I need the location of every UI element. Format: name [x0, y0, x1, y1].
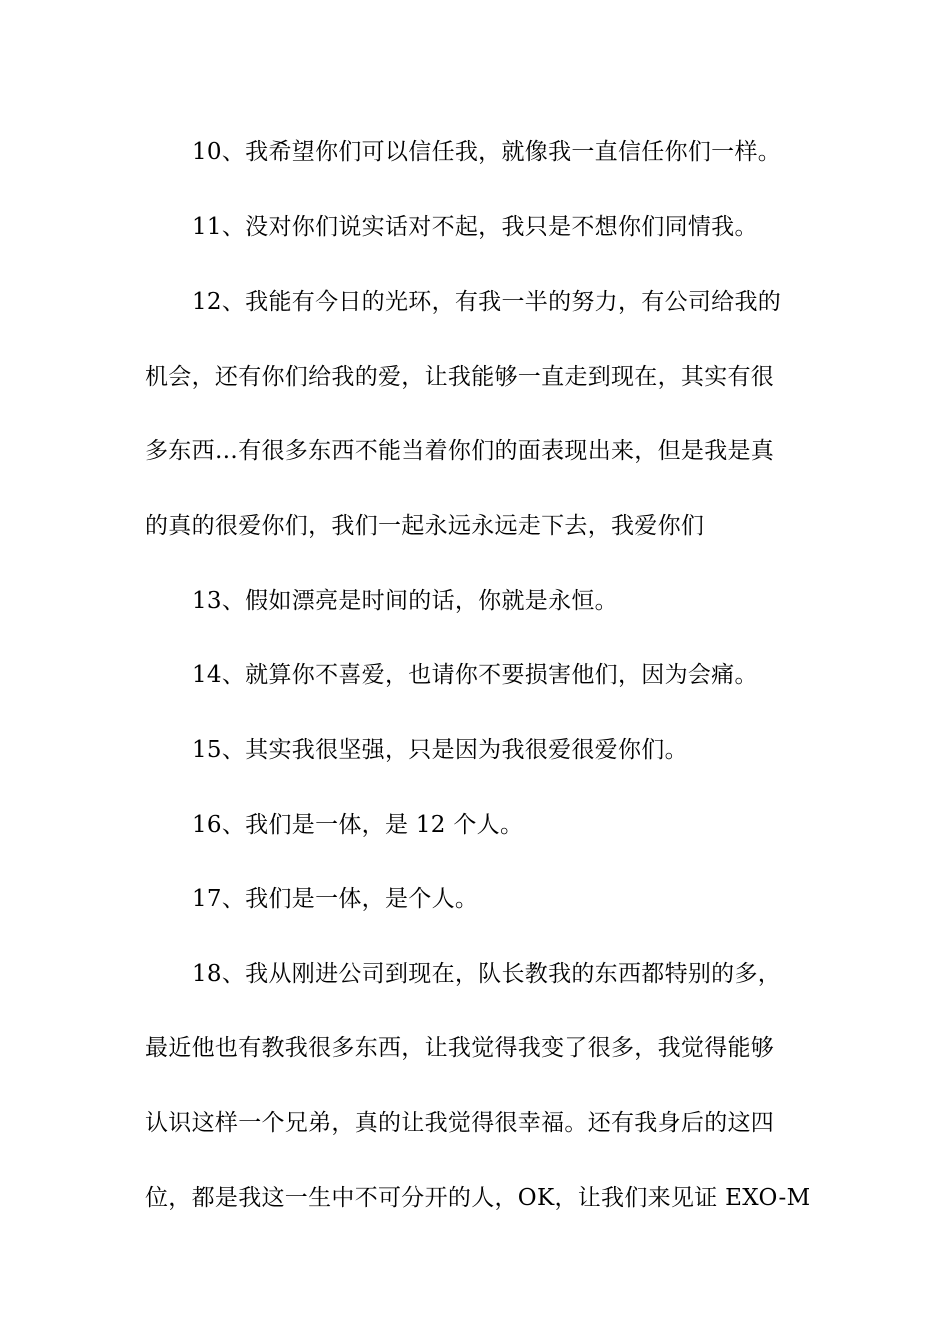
paragraph-10: 10、我希望你们可以信任我，就像我一直信任你们一样。 [192, 139, 782, 165]
paragraph-17: 17、我们是一体，是个人。 [192, 886, 479, 912]
paragraph-15: 15、其实我很坚强，只是因为我很爱很爱你们。 [192, 737, 688, 763]
paragraph-18-line-3: 认识这样一个兄弟，真的让我觉得很幸福。还有我身后的这四 [145, 1110, 775, 1136]
paragraph-12-line-3: 多东西…有很多东西不能当着你们的面表现出来，但是我是真 [145, 438, 775, 464]
paragraph-18-line-2: 最近他也有教我很多东西，让我觉得我变了很多，我觉得能够 [145, 1035, 775, 1061]
paragraph-18-line-1: 18、我从刚进公司到现在，队长教我的东西都特别的多， [192, 961, 782, 987]
paragraph-18-line-4: 位，都是我这一生中不可分开的人，OK，让我们来见证 EXO-M [145, 1185, 811, 1211]
paragraph-12-line-1: 12、我能有今日的光环，有我一半的努力，有公司给我的 [192, 289, 782, 315]
paragraph-12-line-4: 的真的很爱你们，我们一起永远永远走下去，我爱你们 [145, 513, 705, 539]
paragraph-12-line-2: 机会，还有你们给我的爱，让我能够一直走到现在，其实有很 [145, 364, 775, 390]
paragraph-13: 13、假如漂亮是时间的话，你就是永恒。 [192, 588, 618, 614]
paragraph-16: 16、我们是一体，是 12 个人。 [192, 812, 524, 838]
paragraph-11: 11、没对你们说实话对不起，我只是不想你们同情我。 [192, 214, 758, 240]
paragraph-14: 14、就算你不喜爱，也请你不要损害他们，因为会痛。 [192, 662, 758, 688]
